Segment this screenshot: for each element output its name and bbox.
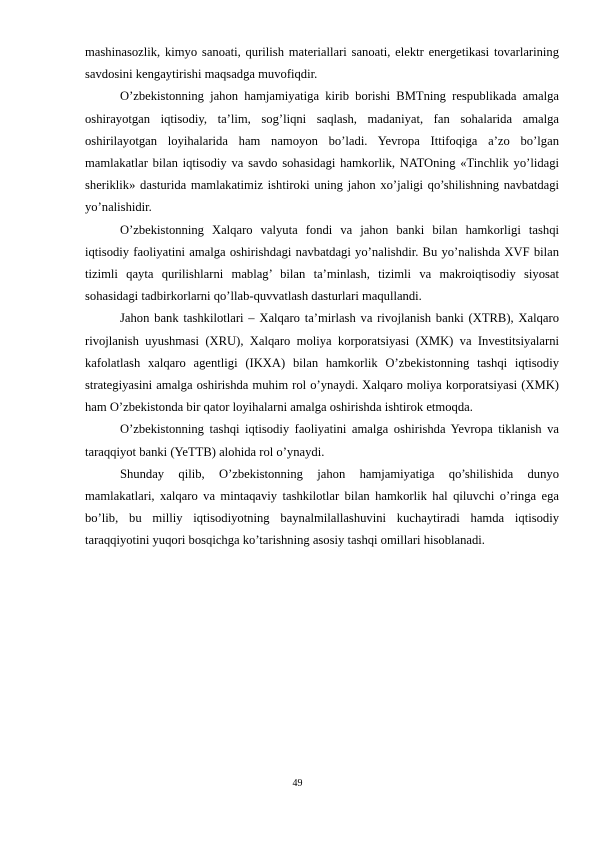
body-text [85, 41, 559, 552]
paragraph-conclusion: Shunday qilib, O’zbekistonning jahon hamjamiyatiga qo’shilishida dunyo mamlakatlari, xalqaro va mintaqaviy tashkilotlar bilan hamkorlik hal qiluvchi o’ringa ega bo’lib, bu milliy iqtisodiyotning baynalmilallashuvini kuchaytiradi hamda iqtisodiy taraqqiyotini yuqori bosqichga ko’tarishning asosiy tashqi omillari hisoblanadi. [85, 466, 559, 548]
paragraph-un-cooperation: O’zbekistonning jahon hamjamiyatiga kirib borishi BMTning respublikada amalga oshirayotgan iqtisodiy, ta’lim, sog’liqni saqlash, madaniyat, fan sohalarida amalga oshirilayotgan loyihalarida ham namoyon bo’ladi. Yevropa Ittifoqiga a’zo bo’lgan mamlakatlar bilan iqtisodiy va savdo sohasidagi hamkorlik, NATOning «Tinchlik yo’lidagi sheriklik» dasturida mamlakatimiz ishtiroki uning jahon xo’jaligi qo’shilishning navbatdagi yo’nalishidir. [85, 89, 559, 215]
page-number: 49 [292, 778, 303, 789]
paragraph-continuation: mashinasozlik, kimyo sanoati, qurilish materiallari sanoati, elektr energetikasi tovarlarining savdosini kengaytirishi maqsadga muvofiqdir. [85, 45, 559, 82]
paragraph-ebrd: O’zbekistonning tashqi iqtisodiy faoliyatini amalga oshirishda Yevropa tiklanish va taraqqiyot banki (YeTTB) alohida rol o’ynaydi. [85, 422, 559, 459]
paragraph-imf-worldbank: O’zbekistonning Xalqaro valyuta fondi va jahon banki bilan hamkorligi tashqi iqtisodiy faoliyatini amalga oshirishdagi navbatdagi yo’nalishdir. Bu yo’nalishda XVF bilan tizimli qayta qurilishlarni mablag’ bilan ta’minlash, tizimli va makroiqtisodiy siyosat sohasidagi tadbirkorlarni qo’llab-quvvatlash dasturlari maqullandi. [85, 222, 559, 304]
paragraph-worldbank-group: Jahon bank tashkilotlari – Xalqaro ta’mirlash va rivojlanish banki (XTRB), Xalqaro rivojlanish uyushmasi (XRU), Xalqaro moliya korporatsiyasi (XMK) va Investitsiyalarni kafolatlash xalqaro agentligi (IKXA) bilan hamkorlik O’zbekistonning tashqi iqtisodiy strategiyasini amalga oshirishda muhim rol o’ynaydi. Xalqaro moliya korporatsiyasi (XMK) ham O’zbekistonda bir qator loyihalarni amalga oshirishda ishtirok etmoqda. [85, 311, 559, 415]
